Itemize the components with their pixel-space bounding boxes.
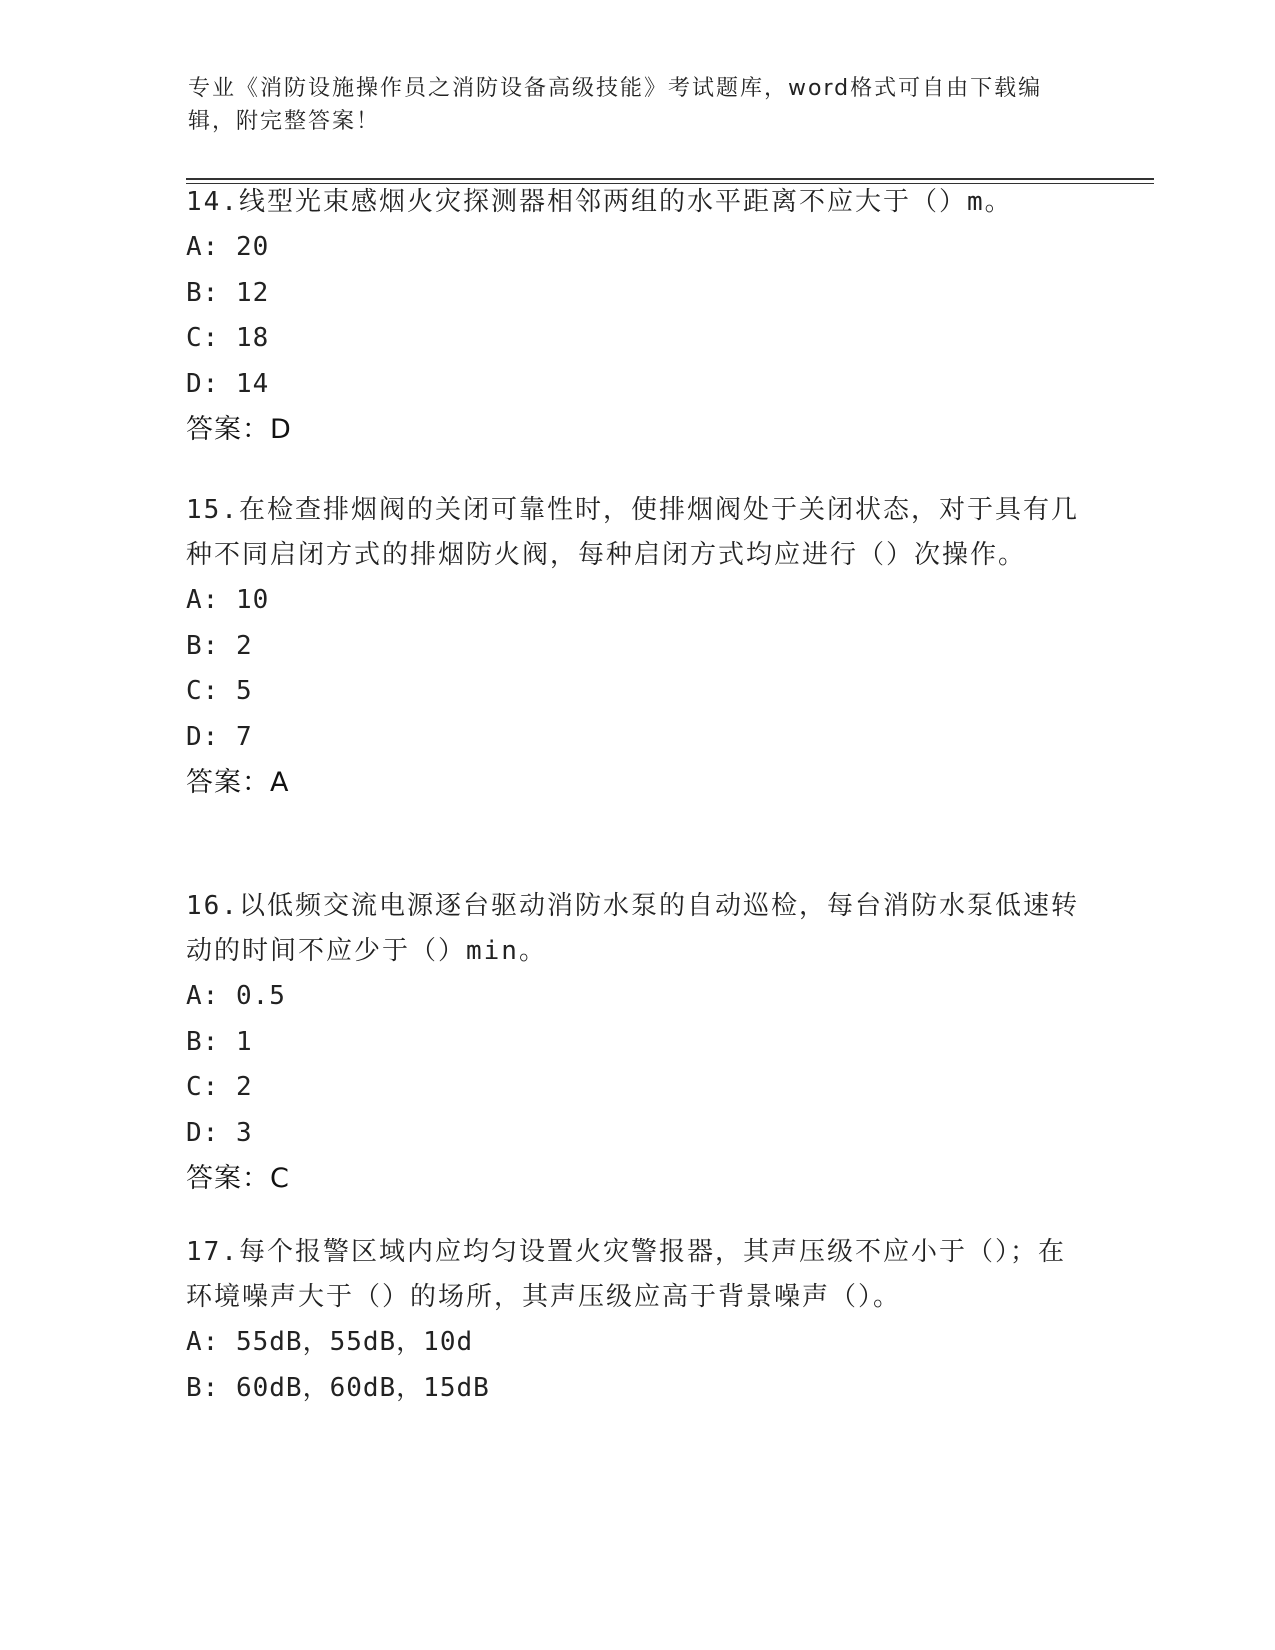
option-a: A: 10	[186, 585, 270, 615]
question-17	[186, 1230, 1086, 1411]
answer: 答案：D	[186, 414, 292, 445]
option-a: A: 0.5	[186, 981, 286, 1011]
option-c: C: 2	[186, 1072, 253, 1102]
answer: 答案：A	[186, 767, 290, 798]
option-a: A: 55dB，55dB，10d	[186, 1327, 474, 1357]
option-d: D: 14	[186, 368, 270, 399]
option-c: C: 18	[186, 323, 270, 353]
option-d: D: 7	[186, 721, 253, 752]
option-b: B: 1	[186, 1026, 253, 1057]
option-b: B: 12	[186, 277, 270, 308]
document-header: 专业《消防设施操作员之消防设备高级技能》考试题库，word格式可自由下载编辑，附完整答案！	[188, 76, 1043, 134]
option-a: A: 20	[186, 232, 270, 262]
option-c: C: 5	[186, 676, 253, 706]
option-b: B: 2	[186, 630, 253, 661]
option-b: B: 60dB，60dB，15dB	[186, 1372, 490, 1403]
question-15	[186, 488, 1086, 805]
question-stem: 14.线型光束感烟火灾探测器相邻两组的水平距离不应大于（）m。	[186, 187, 1013, 217]
question-stem: 17.每个报警区域内应均匀设置火灾警报器，其声压级不应小于（）；在环境噪声大于（）的场所，其声压级应高于背景噪声（）。	[186, 1237, 1066, 1312]
option-d: D: 3	[186, 1117, 253, 1148]
question-14	[186, 180, 1086, 452]
question-stem: 15.在检查排烟阀的关闭可靠性时，使排烟阀处于关闭状态，对于具有几种不同启闭方式的排烟防火阀，每种启闭方式均应进行（）次操作。	[186, 495, 1079, 570]
question-16	[186, 884, 1086, 1201]
question-stem: 16.以低频交流电源逐台驱动消防水泵的自动巡检，每台消防水泵低速转动的时间不应少于（）min。	[186, 891, 1079, 966]
answer: 答案：C	[186, 1163, 290, 1194]
